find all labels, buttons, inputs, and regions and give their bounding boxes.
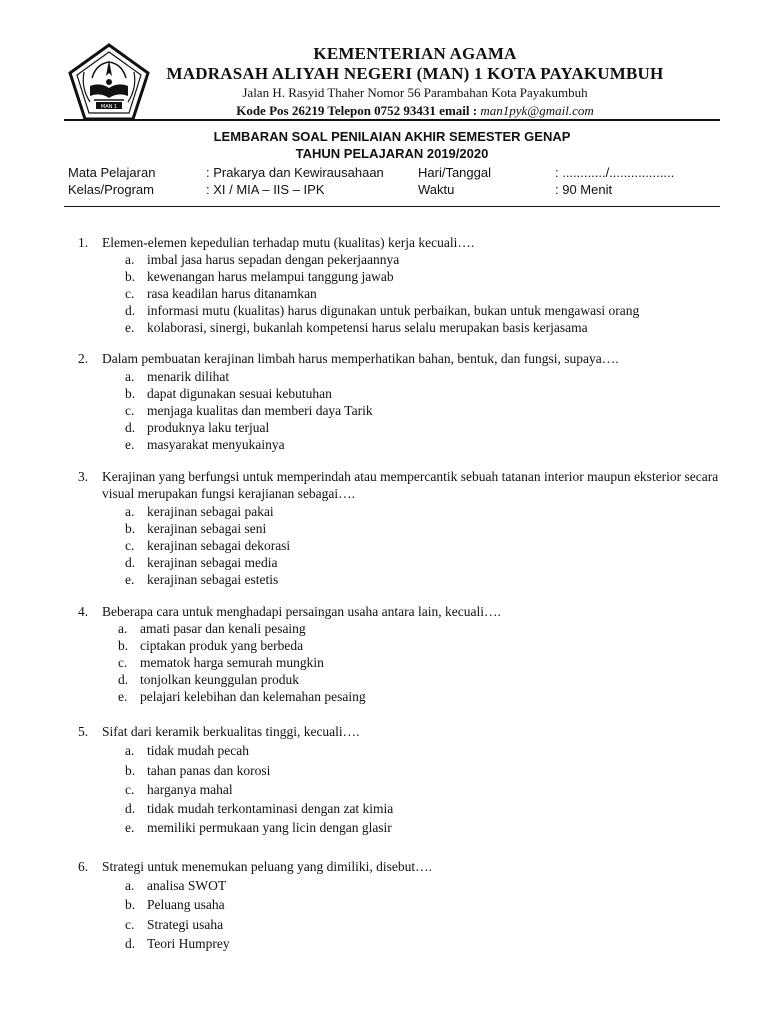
question-6 xyxy=(78,858,728,875)
option-1c: c. rasa keadilan harus ditanamkan xyxy=(125,286,317,301)
question-number: 3. xyxy=(78,469,89,484)
exam-title: LEMBARAN SOAL PENILAIAN AKHIR SEMESTER GENAP xyxy=(213,129,571,144)
date-label: Hari/Tanggal xyxy=(418,165,491,180)
kemenag-logo-icon xyxy=(66,42,152,122)
school-contact xyxy=(160,102,670,119)
option-5e: e. memiliki permukaan yang licin dengan glasir xyxy=(125,820,392,835)
time-value: : 90 Menit xyxy=(555,182,613,197)
contact-text: Kode Pos 26219 Telepon 0752 93431 email : xyxy=(236,103,478,118)
question-2 xyxy=(78,350,728,367)
option-6c: c. Strategi usaha xyxy=(125,917,224,932)
date-value: : ............/.................. xyxy=(555,165,675,180)
question-number: 2. xyxy=(78,351,89,366)
option-2e: e. masyarakat menyukainya xyxy=(125,437,285,452)
option-3e: e. kerajinan sebagai estetis xyxy=(125,572,279,587)
class-value: : XI / MIA – IIS – IPK xyxy=(206,182,325,197)
option-2d: d. produknya laku terjual xyxy=(125,420,270,435)
question-number: 6. xyxy=(78,859,89,874)
option-3b: b. kerajinan sebagai seni xyxy=(125,521,267,536)
contact-email: man1pyk@gmail.com xyxy=(480,103,594,118)
logo-caption: MAN 1 xyxy=(100,104,118,110)
question-text: Beberapa cara untuk menghadapi persaingan usaha antara lain, kecuali…. xyxy=(102,604,501,619)
subject-value: : Prakarya dan Kewirausahaan xyxy=(206,165,384,180)
question-5 xyxy=(78,723,728,740)
option-3a: a. kerajinan sebagai pakai xyxy=(125,504,274,519)
header-divider xyxy=(64,119,720,121)
option-2b: b. dapat digunakan sesuai kebutuhan xyxy=(125,386,332,401)
option-5d: d. tidak mudah terkontaminasi dengan zat kimia xyxy=(125,801,394,816)
option-2c: c. menjaga kualitas dan memberi daya Tarik xyxy=(125,403,373,418)
option-1a: a. imbal jasa harus sepadan dengan pekerjaannya xyxy=(125,252,400,267)
option-5a: a. tidak mudah pecah xyxy=(125,743,249,758)
question-4 xyxy=(78,603,728,620)
question-number: 4. xyxy=(78,604,89,619)
exam-year: TAHUN PELAJARAN 2019/2020 xyxy=(295,146,489,161)
option-6d: d. Teori Humprey xyxy=(125,936,230,951)
question-number: 1. xyxy=(78,235,89,250)
option-6b: b. Peluang usaha xyxy=(125,897,225,912)
option-4d: d. tonjolkan keunggulan produk xyxy=(118,672,299,687)
question-text: Elemen-elemen kepedulian terhadap mutu (kualitas) kerja kecuali…. xyxy=(102,235,475,250)
option-5b: b. tahan panas dan korosi xyxy=(125,763,271,778)
option-1d: d. informasi mutu (kualitas) harus digunakan untuk perbaikan, bukan untuk mengawasi orang xyxy=(125,303,640,318)
school-address: Jalan H. Rasyid Thaher Nomor 56 Parambahan Kota Payakumbuh xyxy=(242,85,588,100)
option-5c: c. harganya mahal xyxy=(125,782,233,797)
option-1e: e. kolaborasi, sinergi, bukanlah kompetensi harus selalu merupakan basis kerjasama xyxy=(125,320,588,335)
option-3c: c. kerajinan sebagai dekorasi xyxy=(125,538,291,553)
option-4c: c. mematok harga semurah mungkin xyxy=(118,655,324,670)
option-6a: a. analisa SWOT xyxy=(125,878,227,893)
option-1b: b. kewenangan harus melampui tanggung jawab xyxy=(125,269,394,284)
school-name: MADRASAH ALIYAH NEGERI (MAN) 1 KOTA PAYAKUMBUH xyxy=(166,64,664,83)
question-text: Sifat dari keramik berkualitas tinggi, kecuali…. xyxy=(102,724,360,739)
option-3d: d. kerajinan sebagai media xyxy=(125,555,278,570)
option-2a: a. menarik dilihat xyxy=(125,369,230,384)
question-text: Dalam pembuatan kerajinan limbah harus memperhatikan bahan, bentuk, dan fungsi, supaya…. xyxy=(102,351,619,366)
time-label: Waktu xyxy=(418,182,455,197)
option-4a: a. amati pasar dan kenali pesaing xyxy=(118,621,306,636)
option-4e: e. pelajari kelebihan dan kelemahan pesaing xyxy=(118,689,366,704)
letterhead xyxy=(160,44,670,119)
question-1 xyxy=(78,234,728,251)
question-text: Strategi untuk menemukan peluang yang dimiliki, disebut…. xyxy=(102,859,432,874)
question-text: Kerajinan yang berfungsi untuk memperindah atau mempercantik sebuah tatanan interior maupun eksterior secara visual merupakan fungsi kerajianan sebagai…. xyxy=(102,469,719,501)
meta-divider xyxy=(64,206,720,207)
question-3 xyxy=(78,468,728,502)
question-number: 5. xyxy=(78,724,89,739)
class-label: Kelas/Program xyxy=(68,182,154,197)
subject-label: Mata Pelajaran xyxy=(68,165,156,180)
option-4b: b. ciptakan produk yang berbeda xyxy=(118,638,304,653)
ministry-name: KEMENTERIAN AGAMA xyxy=(313,44,517,63)
